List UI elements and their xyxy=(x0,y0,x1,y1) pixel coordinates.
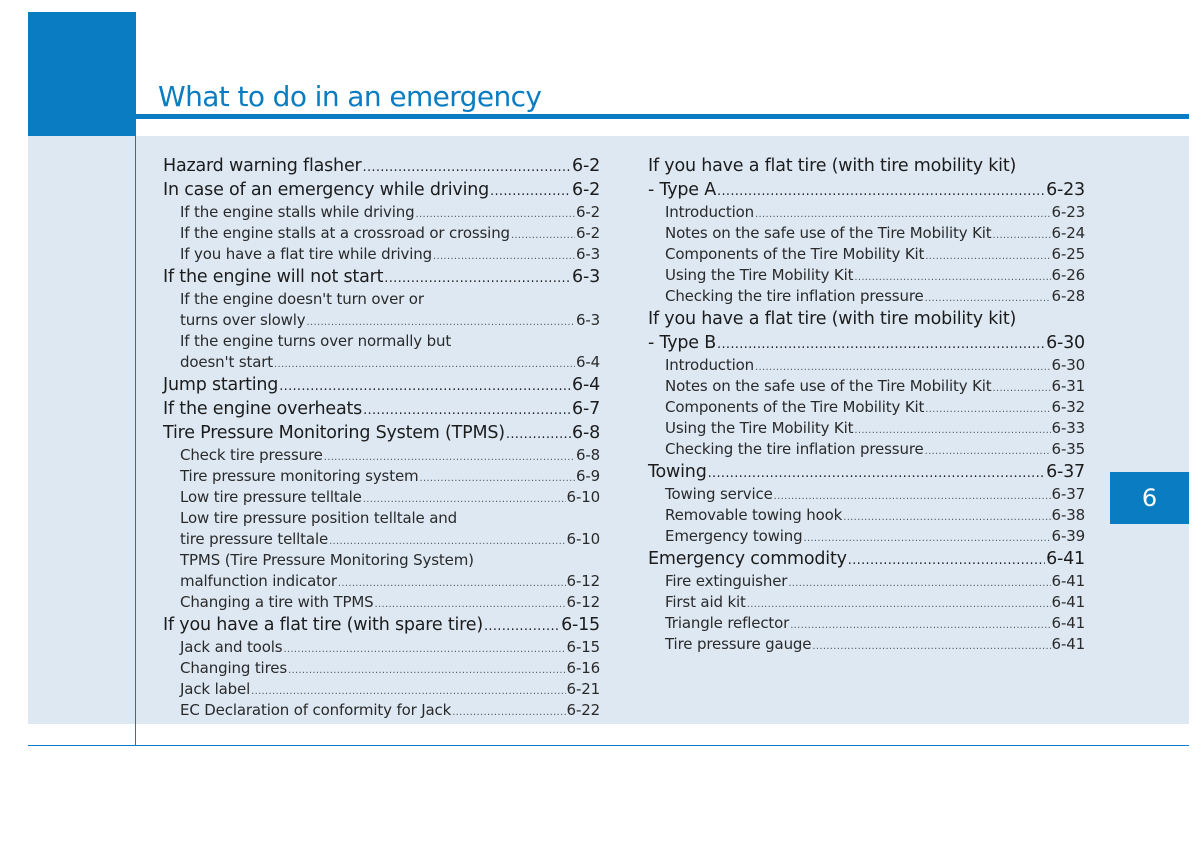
toc-page-number: 6-12 xyxy=(566,593,600,611)
toc-page-number: 6-2 xyxy=(575,224,600,242)
toc-entry-engine-overheats[interactable] xyxy=(163,397,600,421)
dot-leader xyxy=(804,528,1051,549)
dot-leader xyxy=(490,180,571,204)
toc-entry-label: Using the Tire Mobility Kit xyxy=(665,419,854,437)
toc-subentry-first-aid-kit[interactable] xyxy=(648,592,1085,613)
dot-leader xyxy=(452,702,565,723)
toc-page-number: 6-30 xyxy=(1051,356,1085,374)
toc-page-number: 6-31 xyxy=(1051,377,1085,395)
dot-leader xyxy=(848,549,1045,573)
toc-entry-label: turns over slowly xyxy=(180,311,306,329)
toc-page-number: 6-3 xyxy=(575,311,600,329)
toc-entry-label: Fire extinguisher xyxy=(665,572,788,590)
dot-leader xyxy=(324,447,575,468)
toc-entry-label: If the engine stalls while driving xyxy=(180,203,415,221)
toc-page-number: 6-39 xyxy=(1051,527,1085,545)
toc-page-number: 6-4 xyxy=(575,353,600,371)
toc-entry-label: doesn't start xyxy=(180,353,274,371)
toc-entry-label: If the engine will not start xyxy=(163,267,384,287)
toc-page-number: 6-37 xyxy=(1051,485,1085,503)
toc-page-number: 6-38 xyxy=(1051,506,1085,524)
toc-entry-label: Emergency towing xyxy=(665,527,803,545)
dot-leader xyxy=(925,441,1051,462)
toc-subentry-turns-over-slowly[interactable] xyxy=(163,310,600,331)
toc-entry-label: - Type B xyxy=(648,333,717,353)
toc-entry-label: Using the Tire Mobility Kit xyxy=(665,266,854,284)
toc-entry-first-line[interactable]: If you have a flat tire (with tire mobility kit) xyxy=(648,309,1017,329)
toc-subentry-safe-use-a[interactable] xyxy=(648,223,1085,244)
toc-subentry-towing-service[interactable] xyxy=(648,484,1085,505)
dot-leader xyxy=(717,180,1045,204)
toc-entry-label: Removable towing hook xyxy=(665,506,843,524)
toc-entry-label: Hazard warning flasher xyxy=(163,156,362,176)
toc-subentry-jack-and-tools[interactable] xyxy=(163,637,600,658)
toc-page-number: 6-8 xyxy=(575,446,600,464)
toc-page-number: 6-4 xyxy=(572,375,600,395)
toc-subentry-tire-pressure-monitoring[interactable] xyxy=(163,466,600,487)
dot-leader xyxy=(420,468,575,489)
toc-page-number: 6-2 xyxy=(575,203,600,221)
toc-page-number: 6-10 xyxy=(566,530,600,548)
toc-page-number: 6-41 xyxy=(1051,593,1085,611)
toc-entry-engine-will-not-start[interactable] xyxy=(163,265,600,289)
toc-entry-emergency-commodity[interactable] xyxy=(648,547,1085,571)
toc-subentry-emergency-towing[interactable] xyxy=(648,526,1085,547)
dot-leader xyxy=(363,399,571,423)
dot-leader xyxy=(854,420,1050,441)
toc-page-number: 6-2 xyxy=(572,156,600,176)
toc-subentry-using-kit-a[interactable] xyxy=(648,265,1085,286)
toc-page-number: 6-37 xyxy=(1046,462,1085,482)
dot-leader xyxy=(717,333,1045,357)
dot-leader xyxy=(812,636,1050,657)
toc-entry-label: Jack label xyxy=(180,680,251,698)
bottom-rule xyxy=(28,745,1189,746)
toc-entry-label: In case of an emergency while driving xyxy=(163,180,490,200)
toc-subentry-flat-tire-while-driving[interactable] xyxy=(163,244,600,265)
toc-subentry-ec-declaration[interactable] xyxy=(163,700,600,721)
dot-leader xyxy=(283,639,565,660)
toc-entry-label: malfunction indicator xyxy=(180,572,337,590)
toc-subentry-first-line[interactable]: If the engine turns over normally but xyxy=(180,332,452,350)
dot-leader xyxy=(384,267,571,291)
dot-leader xyxy=(854,267,1050,288)
dot-leader xyxy=(433,246,575,267)
toc-subentry-malfunction-indicator[interactable] xyxy=(163,571,600,592)
left-margin-strip xyxy=(28,136,136,724)
dot-leader xyxy=(511,225,575,246)
toc-subentry-engine-stalls-crossroad[interactable] xyxy=(163,223,600,244)
toc-left-column xyxy=(163,154,600,721)
toc-subentry-tire-pressure-gauge[interactable] xyxy=(648,634,1085,655)
toc-entry-label: Towing service xyxy=(665,485,773,503)
toc-subentry-introduction-b[interactable] xyxy=(648,355,1085,376)
toc-entry-emergency-while-driving[interactable] xyxy=(163,178,600,202)
dot-leader xyxy=(363,489,566,510)
toc-subentry-checking-pressure-a[interactable] xyxy=(648,286,1085,307)
toc-subentry-checking-pressure-b[interactable] xyxy=(648,439,1085,460)
dot-leader xyxy=(993,378,1051,399)
toc-subentry-jack-label[interactable] xyxy=(163,679,600,700)
toc-page-number: 6-28 xyxy=(1051,287,1085,305)
dot-leader xyxy=(506,423,571,447)
toc-page-number: 6-23 xyxy=(1051,203,1085,221)
dot-leader xyxy=(329,531,565,552)
toc-page-number: 6-41 xyxy=(1046,549,1085,569)
toc-entry-label: Introduction xyxy=(665,203,755,221)
toc-entry-flat-tire-spare[interactable] xyxy=(163,613,600,637)
toc-page-number: 6-3 xyxy=(575,245,600,263)
dot-leader xyxy=(755,357,1051,378)
toc-page-number: 6-21 xyxy=(566,680,600,698)
toc-entry-label: Tire Pressure Monitoring System (TPMS) xyxy=(163,423,505,443)
toc-subentry-engine-stalls-driving[interactable] xyxy=(163,202,600,223)
toc-entry-label: Introduction xyxy=(665,356,755,374)
toc-subentry-components-a[interactable] xyxy=(648,244,1085,265)
toc-subentry-components-b[interactable] xyxy=(648,397,1085,418)
toc-subentry-removable-towing-hook[interactable] xyxy=(648,505,1085,526)
dot-leader xyxy=(925,246,1050,267)
toc-entry-label: Changing tires xyxy=(180,659,287,677)
dot-leader xyxy=(747,594,1051,615)
dot-leader xyxy=(375,594,566,615)
toc-page-number: 6-3 xyxy=(572,267,600,287)
toc-subentry-changing-tires[interactable] xyxy=(163,658,600,679)
toc-page-number: 6-10 xyxy=(566,488,600,506)
toc-entry-label: Triangle reflector xyxy=(665,614,790,632)
chapter-corner-block xyxy=(28,12,136,136)
toc-entry-label: Components of the Tire Mobility Kit xyxy=(665,398,925,416)
dot-leader xyxy=(279,375,571,399)
toc-subentry-triangle-reflector[interactable] xyxy=(648,613,1085,634)
toc-entry-jump-starting[interactable] xyxy=(163,373,600,397)
toc-page-number: 6-41 xyxy=(1051,635,1085,653)
toc-entry-label: - Type A xyxy=(648,180,717,200)
toc-entry-label: tire pressure telltale xyxy=(180,530,329,548)
toc-subentry-fire-extinguisher[interactable] xyxy=(648,571,1085,592)
toc-page-number: 6-35 xyxy=(1051,440,1085,458)
toc-entry-label: Emergency commodity xyxy=(648,549,847,569)
toc-entry-tpms[interactable] xyxy=(163,421,600,445)
toc-subentry-low-tire-pressure-telltale[interactable] xyxy=(163,487,600,508)
toc-subentry-first-line[interactable]: TPMS (Tire Pressure Monitoring System) xyxy=(180,551,474,569)
dot-leader xyxy=(708,462,1045,486)
toc-page-number: 6-41 xyxy=(1051,572,1085,590)
toc-entry-label: Check tire pressure xyxy=(180,446,323,464)
dot-leader xyxy=(774,486,1051,507)
toc-entry-towing[interactable] xyxy=(648,460,1085,484)
toc-entry-label: Jack and tools xyxy=(180,638,283,656)
toc-page-number: 6-15 xyxy=(561,615,600,635)
toc-page-number: 6-7 xyxy=(572,399,600,419)
toc-subentry-safe-use-b[interactable] xyxy=(648,376,1085,397)
toc-page-number: 6-30 xyxy=(1046,333,1085,353)
toc-entry-label: Jump starting xyxy=(163,375,279,395)
toc-entry-label: Checking the tire inflation pressure xyxy=(665,287,924,305)
toc-page-number: 6-12 xyxy=(566,572,600,590)
dot-leader xyxy=(925,288,1051,309)
toc-entry-label: Components of the Tire Mobility Kit xyxy=(665,245,925,263)
toc-entry-label: Tire pressure monitoring system xyxy=(180,467,419,485)
toc-subentry-first-line[interactable]: Low tire pressure position telltale and xyxy=(180,509,457,527)
dot-leader xyxy=(363,156,572,180)
dot-leader xyxy=(416,204,575,225)
toc-subentry-changing-tire-tpms[interactable] xyxy=(163,592,600,613)
toc-page-number: 6-16 xyxy=(566,659,600,677)
toc-subentry-using-kit-b[interactable] xyxy=(648,418,1085,439)
dot-leader xyxy=(484,615,560,639)
toc-entry-label: If you have a flat tire (with spare tire) xyxy=(163,615,483,635)
dot-leader xyxy=(274,354,575,375)
toc-page-number: 6-22 xyxy=(566,701,600,719)
left-vertical-rule xyxy=(135,136,136,746)
dot-leader xyxy=(307,312,575,333)
toc-entry-label: Notes on the safe use of the Tire Mobility Kit xyxy=(665,377,992,395)
toc-entry-label: Towing xyxy=(648,462,707,482)
toc-page-number: 6-26 xyxy=(1051,266,1085,284)
dot-leader xyxy=(251,681,565,702)
toc-right-column xyxy=(648,154,1085,655)
toc-entry-flat-tire-type-b[interactable] xyxy=(648,331,1085,355)
toc-entry-label: Notes on the safe use of the Tire Mobility Kit xyxy=(665,224,992,242)
toc-entry-label: EC Declaration of conformity for Jack xyxy=(180,701,452,719)
toc-page-number: 6-33 xyxy=(1051,419,1085,437)
dot-leader xyxy=(755,204,1051,225)
chapter-tab[interactable]: 6 xyxy=(1110,472,1189,524)
dot-leader xyxy=(338,573,566,594)
toc-page-number: 6-24 xyxy=(1051,224,1085,242)
toc-entry-label: If you have a flat tire while driving xyxy=(180,245,432,263)
dot-leader xyxy=(843,507,1050,528)
toc-page-number: 6-25 xyxy=(1051,245,1085,263)
toc-page-number: 6-8 xyxy=(572,423,600,443)
toc-entry-label: If the engine stalls at a crossroad or crossing xyxy=(180,224,510,242)
dot-leader xyxy=(788,573,1050,594)
toc-page-number: 6-15 xyxy=(566,638,600,656)
toc-entry-label: First aid kit xyxy=(665,593,746,611)
toc-subentry-introduction-a[interactable] xyxy=(648,202,1085,223)
toc-page-number: 6-2 xyxy=(572,180,600,200)
toc-entry-label: Checking the tire inflation pressure xyxy=(665,440,924,458)
toc-page-number: 6-32 xyxy=(1051,398,1085,416)
toc-entry-label: If the engine overheats xyxy=(163,399,363,419)
dot-leader xyxy=(790,615,1050,636)
dot-leader xyxy=(288,660,566,681)
toc-entry-first-line[interactable]: If you have a flat tire (with tire mobility kit) xyxy=(648,156,1017,176)
toc-entry-hazard-warning-flasher[interactable] xyxy=(163,154,600,178)
toc-entry-label: Tire pressure gauge xyxy=(665,635,812,653)
toc-subentry-tire-pressure-telltale[interactable] xyxy=(163,529,600,550)
toc-subentry-check-tire-pressure[interactable] xyxy=(163,445,600,466)
page-title: What to do in an emergency xyxy=(158,80,542,113)
toc-entry-flat-tire-type-a[interactable] xyxy=(648,178,1085,202)
toc-entry-label: Low tire pressure telltale xyxy=(180,488,362,506)
toc-subentry-first-line[interactable]: If the engine doesn't turn over or xyxy=(180,290,424,308)
toc-entry-label: Changing a tire with TPMS xyxy=(180,593,374,611)
toc-page-number: 6-23 xyxy=(1046,180,1085,200)
toc-page-number: 6-41 xyxy=(1051,614,1085,632)
dot-leader xyxy=(993,225,1051,246)
dot-leader xyxy=(925,399,1050,420)
toc-subentry-doesnt-start[interactable] xyxy=(163,352,600,373)
title-underline xyxy=(136,114,1189,119)
toc-page-number: 6-9 xyxy=(575,467,600,485)
